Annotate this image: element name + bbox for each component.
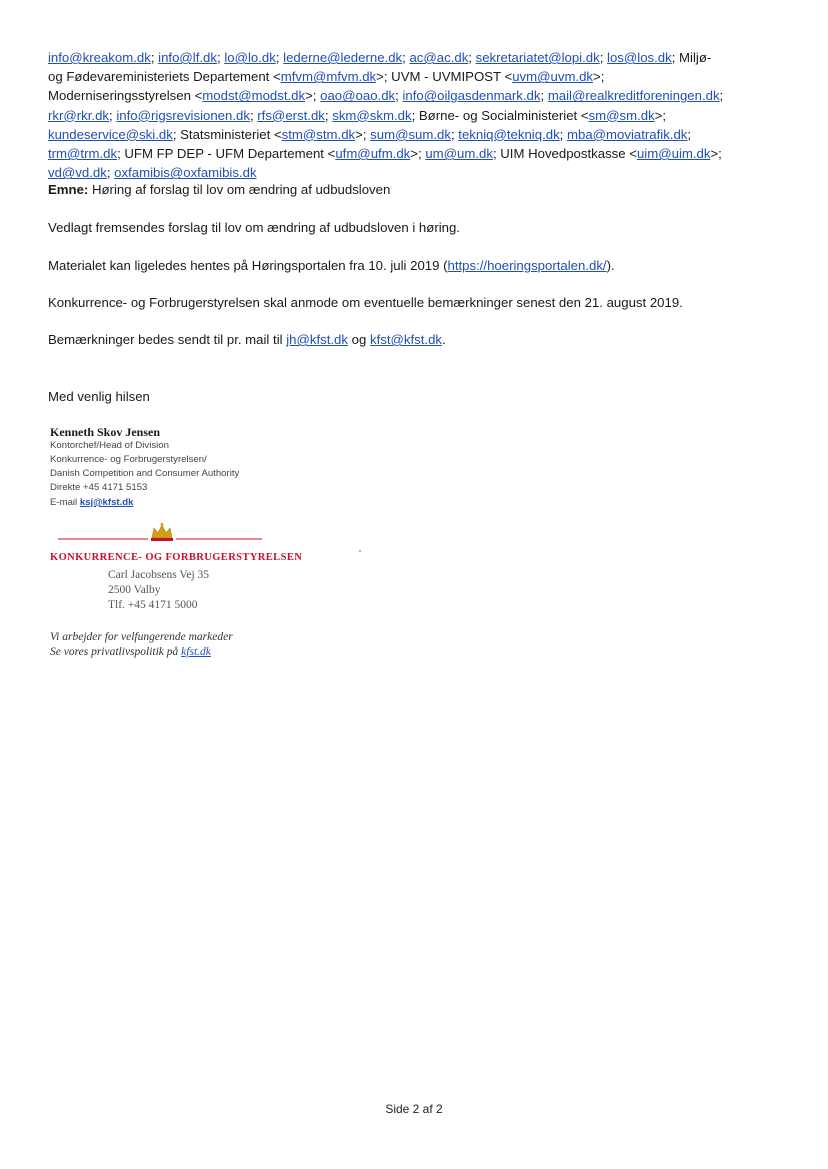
subject-text: Høring af forslag til lov om ændring af udbudsloven — [88, 182, 391, 197]
recipient-line — [48, 86, 783, 105]
recipient-email-link[interactable]: rkr@rkr.dk — [48, 107, 110, 123]
recipient-line — [48, 48, 783, 67]
paragraph-text: ). — [606, 258, 615, 273]
recipient-email-link[interactable]: ac@ac.dk — [409, 50, 469, 65]
recipient-text: >; — [654, 107, 667, 123]
signature-name: Kenneth Skov Jensen — [50, 425, 161, 439]
recipient-line — [48, 163, 783, 182]
recipient-list — [48, 48, 783, 182]
recipient-line — [48, 125, 783, 144]
body-paragraph — [48, 332, 446, 347]
recipient-email-link[interactable]: ufm@ufm.dk — [335, 146, 411, 162]
recipient-email-link[interactable]: mfvm@mfvm.dk — [280, 69, 377, 85]
recipient-email-link[interactable]: info@kreakom.dk — [48, 50, 151, 65]
recipient-text: ; UIM Hovedpostkasse < — [492, 146, 637, 162]
body-paragraph — [48, 258, 615, 273]
recipient-text: ; — [324, 107, 333, 123]
signature-org: Konkurrence- og Forbrugerstyrelsen/ — [50, 454, 207, 465]
recipient-email-link[interactable]: kundeservice@ski.dk — [48, 126, 173, 142]
recipient-text: ; — [216, 50, 225, 65]
recipient-email-link[interactable]: info@rigsrevisionen.dk — [116, 107, 250, 123]
recipient-email-link[interactable]: oao@oao.dk — [320, 88, 396, 104]
kfst-site-link[interactable]: kfst.dk — [181, 646, 211, 658]
recipient-email-link[interactable]: sm@sm.dk — [588, 107, 655, 123]
recipient-text: >; UVM - UVMIPOST < — [376, 69, 513, 85]
recipient-text: ; — [109, 107, 117, 123]
recipient-line — [48, 67, 783, 86]
signature-direct: Direkte +45 4171 5153 — [50, 482, 148, 493]
page-number: Side 2 af 2 — [385, 1102, 443, 1116]
recipient-email-link[interactable]: lo@lo.dk — [224, 50, 276, 65]
recipient-text: ; — [559, 126, 567, 142]
recipient-text: Moderniseringsstyrelsen < — [48, 88, 203, 104]
recipient-text: ; Miljø- — [671, 50, 712, 65]
recipient-text: >; — [593, 69, 605, 85]
recipient-text: og Fødevareministeriets Departement < — [48, 69, 281, 85]
signature-title: Kontorchef/Head of Division — [50, 440, 169, 451]
recipient-email-link[interactable]: rfs@erst.dk — [257, 107, 325, 123]
recipient-text: ; — [395, 88, 403, 104]
recipient-text: ; — [468, 50, 476, 65]
email-label: E-mail — [50, 497, 80, 508]
recipient-email-link[interactable]: sekretariatet@lopi.dk — [475, 50, 600, 65]
greeting: Med venlig hilsen — [48, 389, 150, 404]
body-paragraph: Vedlagt fremsendes forslag til lov om ændring af udbudsloven i høring. — [48, 220, 460, 235]
paragraph-text: . — [442, 332, 446, 347]
recipient-email-link[interactable]: uvm@uvm.dk — [512, 69, 594, 85]
paragraph-text: Bemærkninger bedes sendt til pr. mail til — [48, 332, 287, 347]
recipient-text: ; — [450, 126, 459, 142]
recipient-text: ; — [106, 165, 115, 181]
recipient-text: ; Statsministeriet < — [172, 126, 282, 142]
recipient-text: ; — [719, 88, 724, 104]
recipient-text: >; — [410, 146, 426, 162]
recipient-email-link[interactable]: tekniq@tekniq.dk — [458, 126, 560, 142]
paragraph-text: Materialet kan ligeledes hentes på Høringsportalen fra 10. juli 2019 ( — [48, 258, 448, 273]
recipient-email-link[interactable]: um@um.dk — [425, 146, 493, 162]
recipient-email-link[interactable]: trm@trm.dk — [48, 146, 118, 162]
recipient-text: ; — [599, 50, 608, 65]
recipient-email-link[interactable]: stm@stm.dk — [281, 126, 356, 142]
recipient-email-link[interactable]: skm@skm.dk — [332, 107, 412, 123]
tagline: Vi arbejder for velfungerende markeder — [50, 631, 233, 643]
kfst-email-link[interactable]: kfst@kfst.dk — [369, 332, 442, 347]
recipient-text: ; — [150, 50, 159, 65]
recipient-text: ; — [540, 88, 548, 104]
jh-email-link[interactable]: jh@kfst.dk — [286, 332, 348, 347]
recipient-text: ; — [249, 107, 258, 123]
privacy-line — [50, 646, 211, 658]
recipient-text: ; — [402, 50, 410, 65]
recipient-email-link[interactable]: uim@uim.dk — [636, 146, 711, 162]
address-street: Carl Jacobsens Vej 35 — [108, 569, 210, 581]
logo-text: KONKURRENCE- OG FORBRUGERSTYRELSEN — [50, 552, 303, 563]
recipient-email-link[interactable]: mba@moviatrafik.dk — [567, 126, 688, 142]
recipient-email-link[interactable]: mail@realkreditforeningen.dk — [547, 88, 720, 104]
recipient-line — [48, 144, 783, 163]
email-subject — [48, 182, 390, 197]
recipient-email-link[interactable]: modst@modst.dk — [202, 88, 306, 104]
recipient-email-link[interactable]: los@los.dk — [607, 50, 672, 65]
signature-org-en: Danish Competition and Consumer Authority — [50, 468, 240, 479]
subject-label: Emne: — [48, 182, 89, 197]
address-phone: Tlf. +45 4171 5000 — [108, 599, 198, 611]
signature-email — [50, 497, 133, 508]
recipient-email-link[interactable]: oxfamibis@oxfamibis.dk — [114, 165, 257, 181]
recipient-email-link[interactable]: vd@vd.dk — [48, 165, 107, 181]
recipient-text: ; UFM FP DEP - UFM Departement < — [117, 146, 336, 162]
signature-email-link[interactable]: ksj@kfst.dk — [79, 497, 134, 508]
recipient-email-link[interactable]: info@lf.dk — [158, 50, 217, 65]
privacy-text: Se vores privatlivspolitik på — [50, 646, 182, 658]
hoeringsportalen-link[interactable]: https://hoeringsportalen.dk/ — [447, 258, 607, 273]
recipient-text: >; — [305, 88, 321, 104]
paragraph-text: og — [347, 332, 370, 347]
recipient-text: ; — [687, 126, 692, 142]
address-city: 2500 Valby — [108, 584, 161, 596]
recipient-line — [48, 106, 783, 125]
recipient-text: ; Børne- og Socialministeriet < — [411, 107, 589, 123]
recipient-email-link[interactable]: sum@sum.dk — [370, 126, 451, 142]
body-paragraph: Konkurrence- og Forbrugerstyrelsen skal anmode om eventuelle bemærkninger senest den 21. august 2019. — [48, 295, 683, 310]
recipient-text: >; — [710, 146, 722, 162]
recipient-text: ; — [275, 50, 284, 65]
recipient-email-link[interactable]: lederne@lederne.dk — [283, 50, 403, 65]
recipient-email-link[interactable]: info@oilgasdenmark.dk — [402, 88, 541, 104]
stray-mark — [359, 550, 361, 552]
recipient-text: >; — [355, 126, 371, 142]
